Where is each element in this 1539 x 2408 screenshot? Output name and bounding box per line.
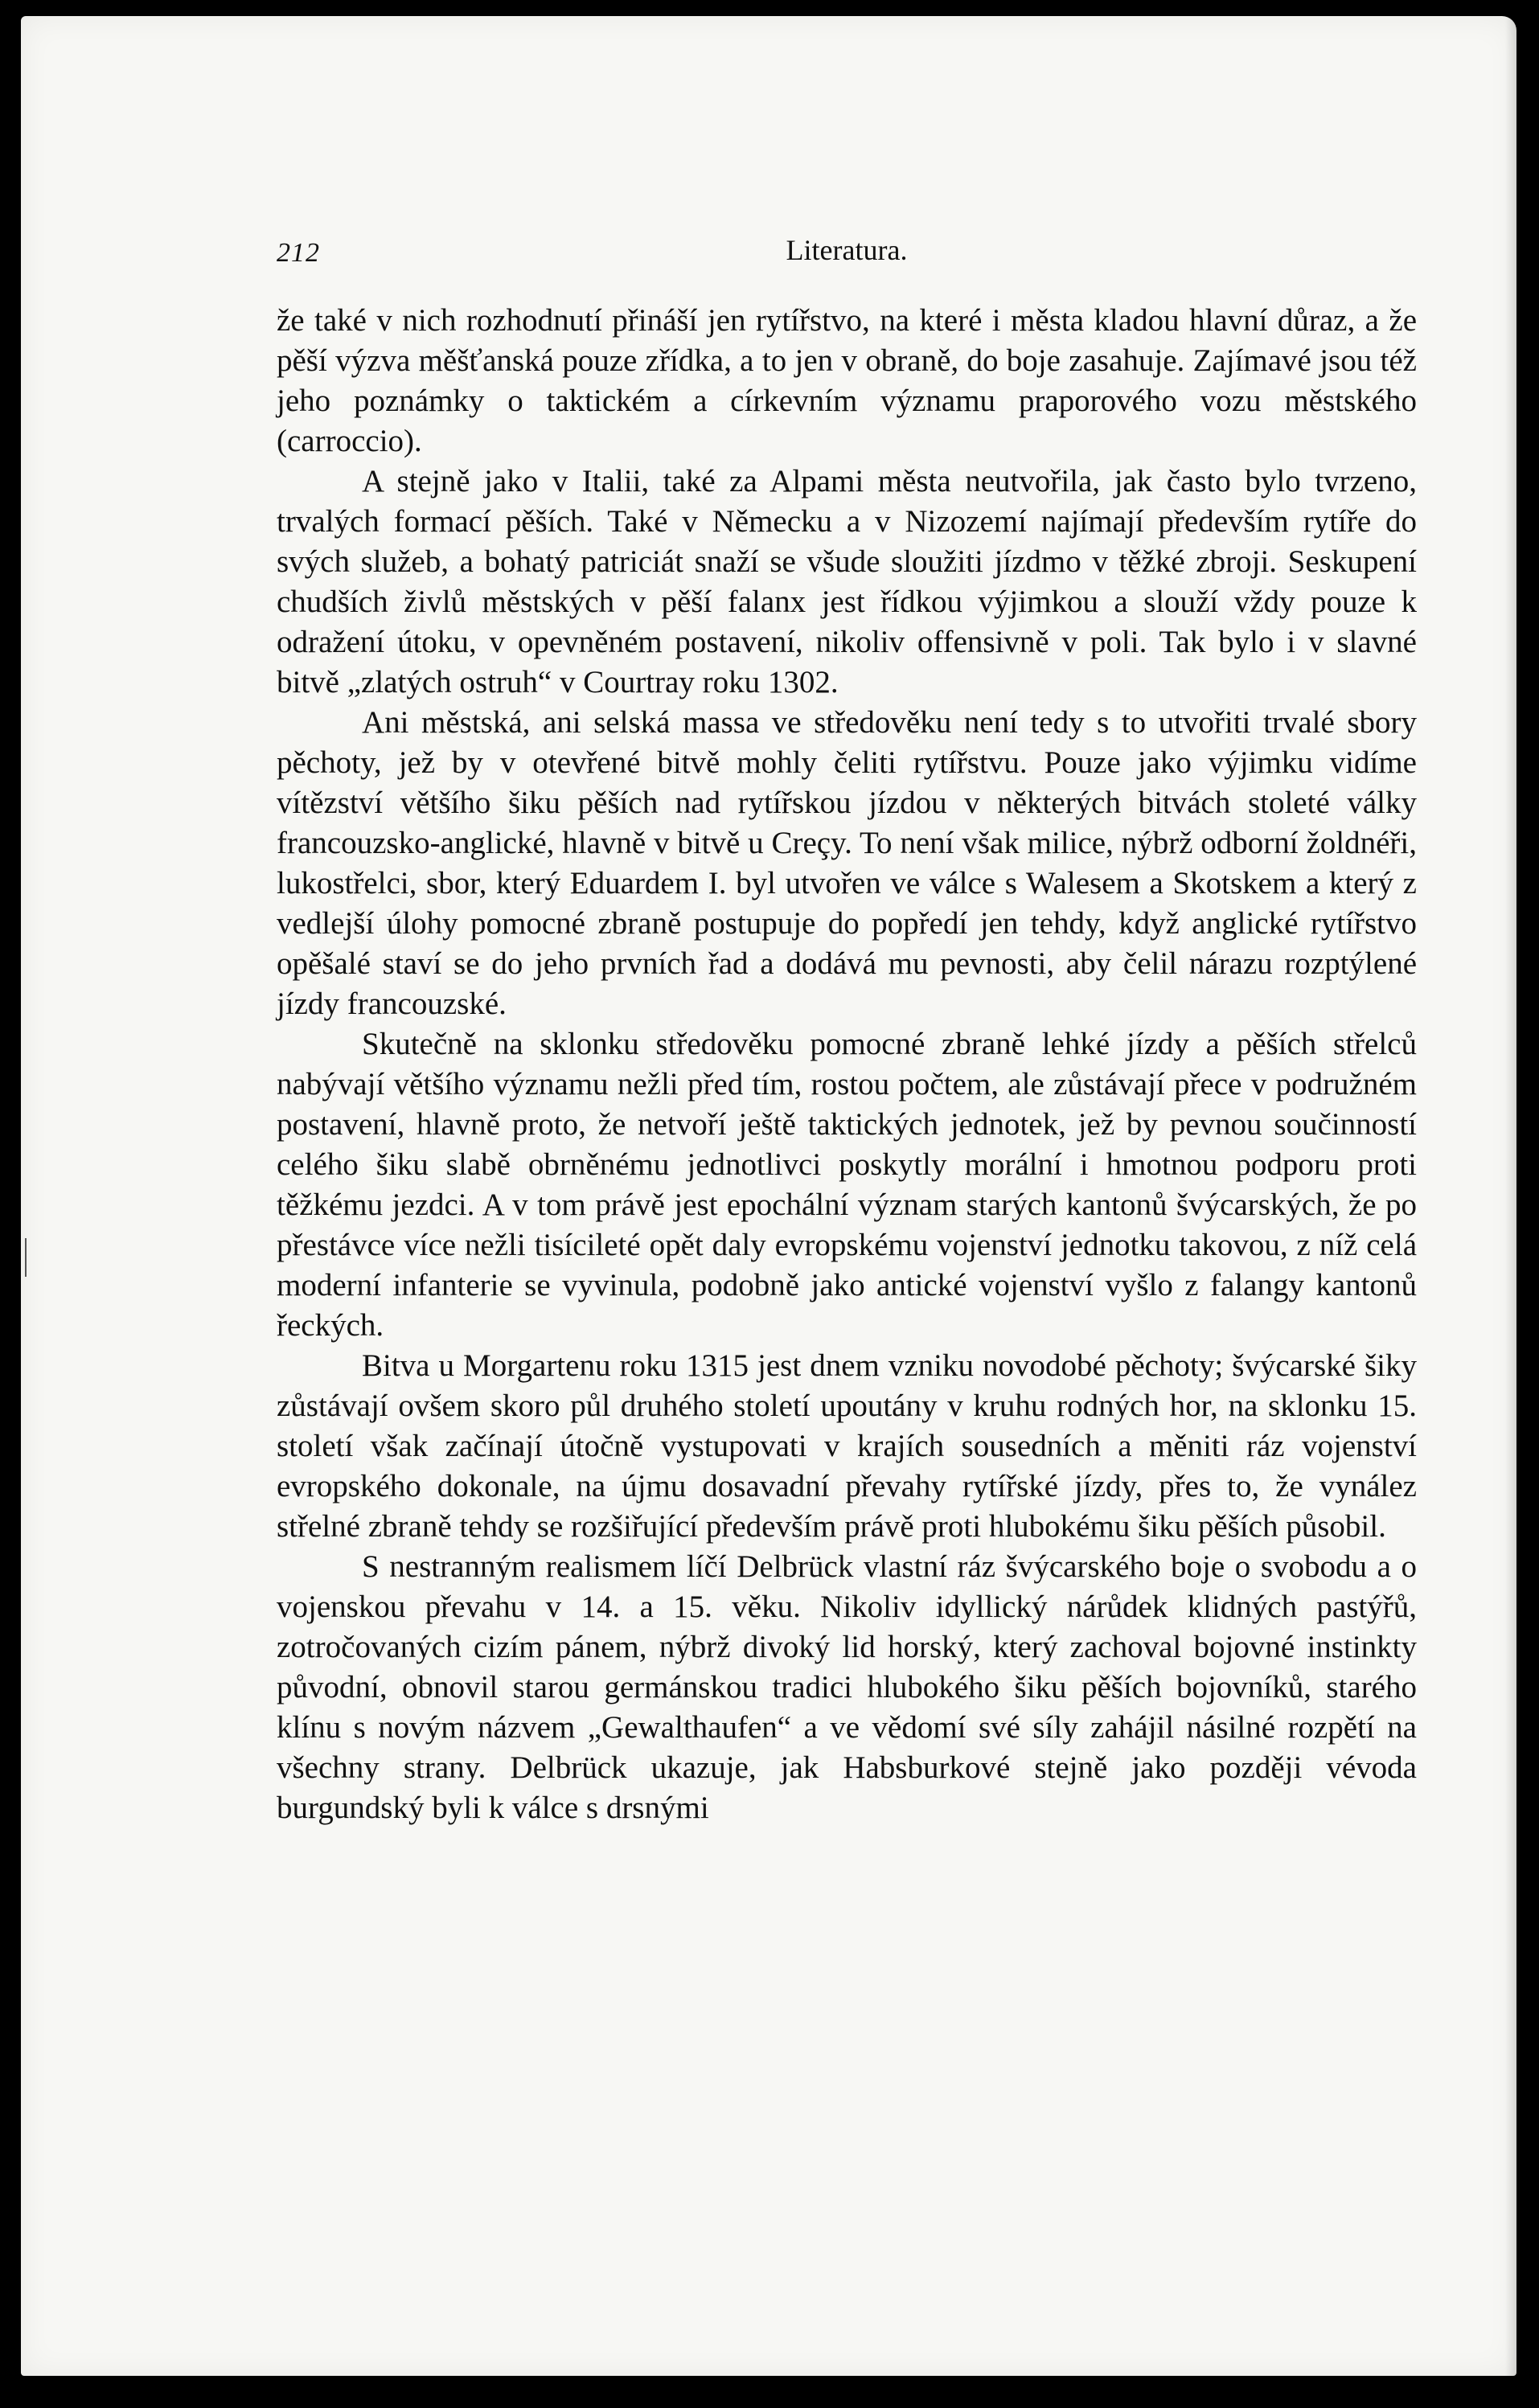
running-head — [277, 233, 1417, 285]
text-block — [277, 233, 1417, 1828]
page-number: 212 — [277, 238, 320, 268]
paragraph: A stejně jako v Italii, také za Alpami města neutvořila, jak často bylo tvrzeno, trvalých formací pěších. Také v Německu a v Nizozemí najímají především rytíře do svých služeb, a bohatý patriciát snaží se všude sloužiti jízdmo v těžké zbroji. Seskupení chudších živlů městských v pěší falanx jest řídkou výjimkou a slouží vždy pouze k odražení útoku, v opevněném postavení, nikoliv offensivně v poli. Tak bylo i v slavné bitvě „zlatých ostruh“ v Courtray roku 1302. — [277, 464, 1417, 699]
paragraph: Skutečně na sklonku středověku pomocné zbraně lehké jízdy a pěších střelců nabývají většího významu nežli před tím, rostou počtem, ale zůstávají přece v podružném postavení, hlavně proto, že netvoří ještě taktických jednotek, jež by pevnou součinností celého šiku slabě obrněnému jednotlivci poskytly morální i hmotnou podporu proti těžkému jezdci. A v tom právě jest epochální význam starých kantonů švýcarských, že po přestávce více nežli tisícileté opět daly evropskému vojenství jednotku takovou, z níž celá moderní infanterie se vyvinula, podobně jako antické vojenství vyšlo z falangy kantonů řeckých. — [277, 1027, 1417, 1343]
paragraph: Bitva u Morgartenu roku 1315 jest dnem vzniku novodobé pěchoty; švýcarské šiky zůstávají ovšem skoro půl druhého století upoutány v kruhu rodných hor, na sklonku 15. století však začínají útočně vystupovati v krajích sousedních a měniti ráz vojenství evropského dokonale, na újmu dosavadní převahy rytířské jízdy, přes to, že vynález střelné zbraně tehdy se rozšiřující především právě proti hlubokému šiku pěších působil. — [277, 1348, 1417, 1544]
running-title: Literatura. — [786, 234, 908, 266]
paragraph: S nestranným realismem líčí Delbrück vlastní ráz švýcarského boje o svobodu a o vojenskou převahu v 14. a 15. věku. Nikoliv idyllický nárůdek klidných pastýřů, zotročovaných cizím pánem, nýbrž divoký lid horský, který zachoval bojovné instinkty původní, obnovil starou germánskou tradici hlubokého šiku pěších bojovníků, starého klínu s novým názvem „Gewalthaufen“ a ve vědomí své síly zahájil násilné rozpětí na všechny strany. Delbrück ukazuje, jak Habsburkové stejně jako později vévoda burgundský byli k válce s drsnými — [277, 1549, 1417, 1825]
paragraph: Ani městská, ani selská massa ve středověku není tedy s to utvořiti trvalé sbory pěchoty, jež by v otevřené bitvě mohly čeliti rytířstvu. Pouze jako výjimku vidíme vítězství většího šiku pěších nad rytířskou jízdou v některých bitvách stoleté války francouzsko-anglické, hlavně v bitvě u Creçy. To není však milice, nýbrž odborní žoldnéři, lukostřelci, sbor, který Eduardem I. byl utvořen ve válce s Walesem a Skotskem a který z vedlejší úlohy pomocné zbraně postupuje do popředí jen tehdy, když anglické rytířstvo opěšalé staví se do jeho prvních řad a dodává mu pevnosti, aby čelil nárazu rozptýlené jízdy francouzské. — [277, 705, 1417, 1021]
margin-mark — [25, 1238, 27, 1277]
page-edge-shadow — [1505, 16, 1516, 2376]
paragraph-continuation: že také v nich rozhodnutí přináší jen rytířstvo, na které i města kladou hlavní důraz, a že pěší výzva měšťanská pouze zřídka, a to jen v obraně, do boje zasahuje. Zajímavé jsou též jeho poznámky o taktickém a církevním významu praporového vozu městského (carroccio). — [277, 303, 1417, 458]
body-text — [277, 301, 1417, 1828]
book-page — [21, 16, 1516, 2376]
